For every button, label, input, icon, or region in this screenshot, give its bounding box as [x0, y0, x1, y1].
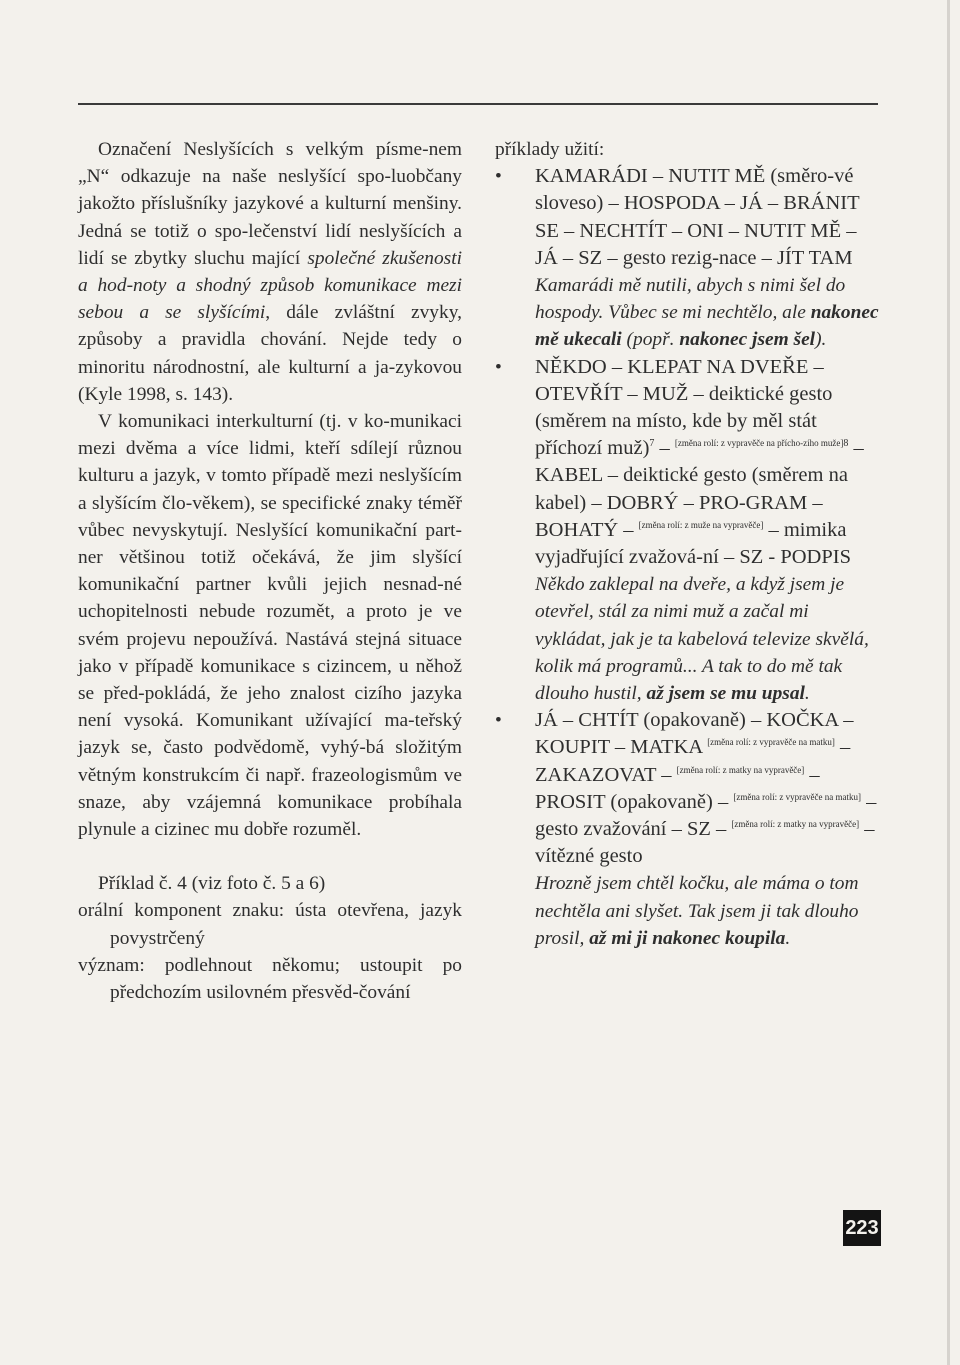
bullet-icon: •	[495, 710, 502, 732]
italic-span: Někdo zaklepal na dveře, a když jsem je otevřel, stál za nimi muž a začal mi vykládat, jak je ta kabelová televize skvělá, kolik má programů... A tak to do mě tak dlouho hustil,	[535, 574, 869, 705]
bold-italic-span: nakonec mě ukecali	[535, 302, 879, 351]
text-span: gesto zvažování – SZ –	[535, 818, 727, 841]
italic-span: Hrozně jsem chtěl kočku, ale máma o tom nechtěla ani slyšet. Tak jsem ji tak dlouho prosil,	[535, 873, 859, 949]
list-item	[495, 707, 879, 952]
text-span: vítězné gesto	[535, 845, 643, 868]
list-item	[495, 354, 879, 708]
left-column	[78, 136, 462, 1006]
bold-italic-span: až mi ji nakonec koupila	[589, 927, 786, 949]
list-item	[495, 163, 879, 353]
text-span: KABEL – deiktické gesto (směrem na kabel) – DOBRÝ – PRO-GRAM – BOHATÝ –	[535, 464, 848, 541]
italic-span: .	[785, 927, 791, 949]
translation	[535, 272, 879, 354]
usage-intro: příklady užití:	[495, 139, 605, 160]
role-change-note: [změna rolí: z vypravěče na matku]	[707, 737, 835, 748]
usage-examples-list	[495, 163, 879, 952]
paragraph-deaf-definition	[78, 136, 462, 408]
page-edge-shadow	[947, 0, 950, 1365]
italic-span: Kamarádi mě nutili, abych s nimi šel do hospody. Vůbec se mi nechtělo, ale	[535, 275, 846, 324]
text-span: PROSIT (opakovaně) –	[535, 790, 729, 813]
footnote-ref: 8	[843, 438, 849, 450]
gloss-line: KAMARÁDI – NUTIT MĚ (směro-vé sloveso) – HOSPODA – JÁ – BRÁNIT SE – NECHTÍT – ONI – NUTIT MĚ – JÁ – SZ – gesto rezig-nace – JÍT TAM	[535, 165, 860, 269]
page-number: 223	[843, 1210, 881, 1246]
text-span: Označení Neslyšících s velkým písme-nem „N“ odkazuje na naše neslyšící spo-luobčany jakožto příslušníky jazykové a kulturní menšiny. Jedná se totiž o spo-lečenství lidí neslyšících a lidí se zbytky sluchu mající	[78, 139, 462, 269]
role-change-note: [změna rolí: z vypravěče na matku]	[733, 792, 862, 803]
paragraph-intercultural: V komunikaci interkulturní (tj. v ko-munikaci mezi dvěma a více lidmi, kteří sdílejí různou kulturu a jazyk, v tomto případě mezi neslyšícím a slyšícím člo-věkem), se specifické znaky téměř vůbec nevyskytují. Neslyšící komunikační part-ner většinou totiž očekává, že jim slyšící komunikační partner kvůli jejich nesnad-né uchopitelnosti nebude rozumět, a proto je ve svém projevu nepoužívá. Nastává stejná situace jako v případě komunikace s cizincem, u něhož se před-pokládá, že jeho znalost cizího jazyka není vysoká. Komunikant užívající ma-teřský jazyk se, často podvědomě, vyhý-bá složitým větným konstrukcím či např. frazeologismům ve snaze, aby vzájemná komunikace probíhala plynule a cizinec mu dobře rozuměl.	[78, 411, 462, 841]
example-heading: Příklad č. 4 (viz foto č. 5 a 6)	[98, 873, 326, 895]
gloss-line: JÁ – CHTÍT (opakovaně) – KOČKA – KOUPIT – MATKA [změna rolí: z vypravěče na matku] – ZAKAZOVAT – [změna rolí: z matky na vypravěče] – PROSIT (opakovaně) – [změna rolí: z vypravěče na matku] – gesto zvažování – SZ – [změna rolí: z matky na vypravěče] – vítězné gesto	[535, 709, 877, 868]
translation	[535, 571, 879, 707]
bullet-icon: •	[495, 356, 502, 378]
meaning: význam: podlehnout někomu; ustoupit po předchozím usilovném přesvěd-čování	[78, 954, 462, 1004]
italic-span: společné zkušenosti a hod-noty a shodný způsob komunikace mezi sebou a se slyšícími	[78, 247, 462, 324]
translation	[535, 870, 879, 952]
italic-span: (popř.	[621, 329, 680, 351]
gloss-line: NĚKDO – KLEPAT NA DVEŘE – OTEVŘÍT – MUŽ – deiktické gesto (směrem na místo, kde by měl stát příchozí muž)$^7$ – $^{[změna rolí: z vypravěče na přícho-zího muže]8}$ – KABEL – deiktické gesto (směrem na kabel) – DOBRÝ – PRO-GRAM – BOHATÝ – [změna rolí: z muže na vypravěče] – mimika vyjadřující zvažová-ní – SZ - PODPIS	[535, 355, 864, 569]
header-rule	[78, 103, 878, 105]
text-span: , dále zvláštní zvyky, způsoby a pravidla chování. Nejde tedy o minoritu národnostní, ale kulturní a ja-zykovou (Kyle 1998, s. 143).	[78, 302, 462, 405]
italic-span: .	[804, 683, 810, 705]
bold-italic-span: až jsem se mu upsal	[646, 683, 805, 705]
bullet-icon: •	[495, 166, 502, 188]
text-span: JÁ – CHTÍT (opakovaně) – KOČKA – KOUPIT – MATKA	[535, 709, 854, 759]
role-change-note: [změna rolí: z vypravěče na přícho-zího muže]	[674, 438, 844, 449]
italic-span: ).	[815, 329, 827, 351]
bold-italic-span: nakonec jsem šel	[679, 329, 816, 351]
footnote-ref: 7	[649, 438, 655, 450]
text-span: NĚKDO – KLEPAT NA DVEŘE – OTEVŘÍT – MUŽ – deiktické gesto (směrem na místo, kde by měl stát příchozí muž)	[535, 355, 833, 460]
text-span: mimika vyjadřující zvažová-ní – SZ - PODPIS	[535, 518, 851, 569]
text-span: ZAKAZOVAT –	[535, 763, 672, 786]
role-change-note: [změna rolí: z matky na vypravěče]	[731, 819, 860, 830]
role-change-note: [změna rolí: z matky na vypravěče]	[676, 764, 805, 775]
role-change-note: [změna rolí: z muže na vypravěče]	[638, 520, 764, 531]
oral-component: orální komponent znaku: ústa otevřena, jazyk povystrčený	[78, 900, 462, 949]
right-column	[495, 136, 879, 952]
